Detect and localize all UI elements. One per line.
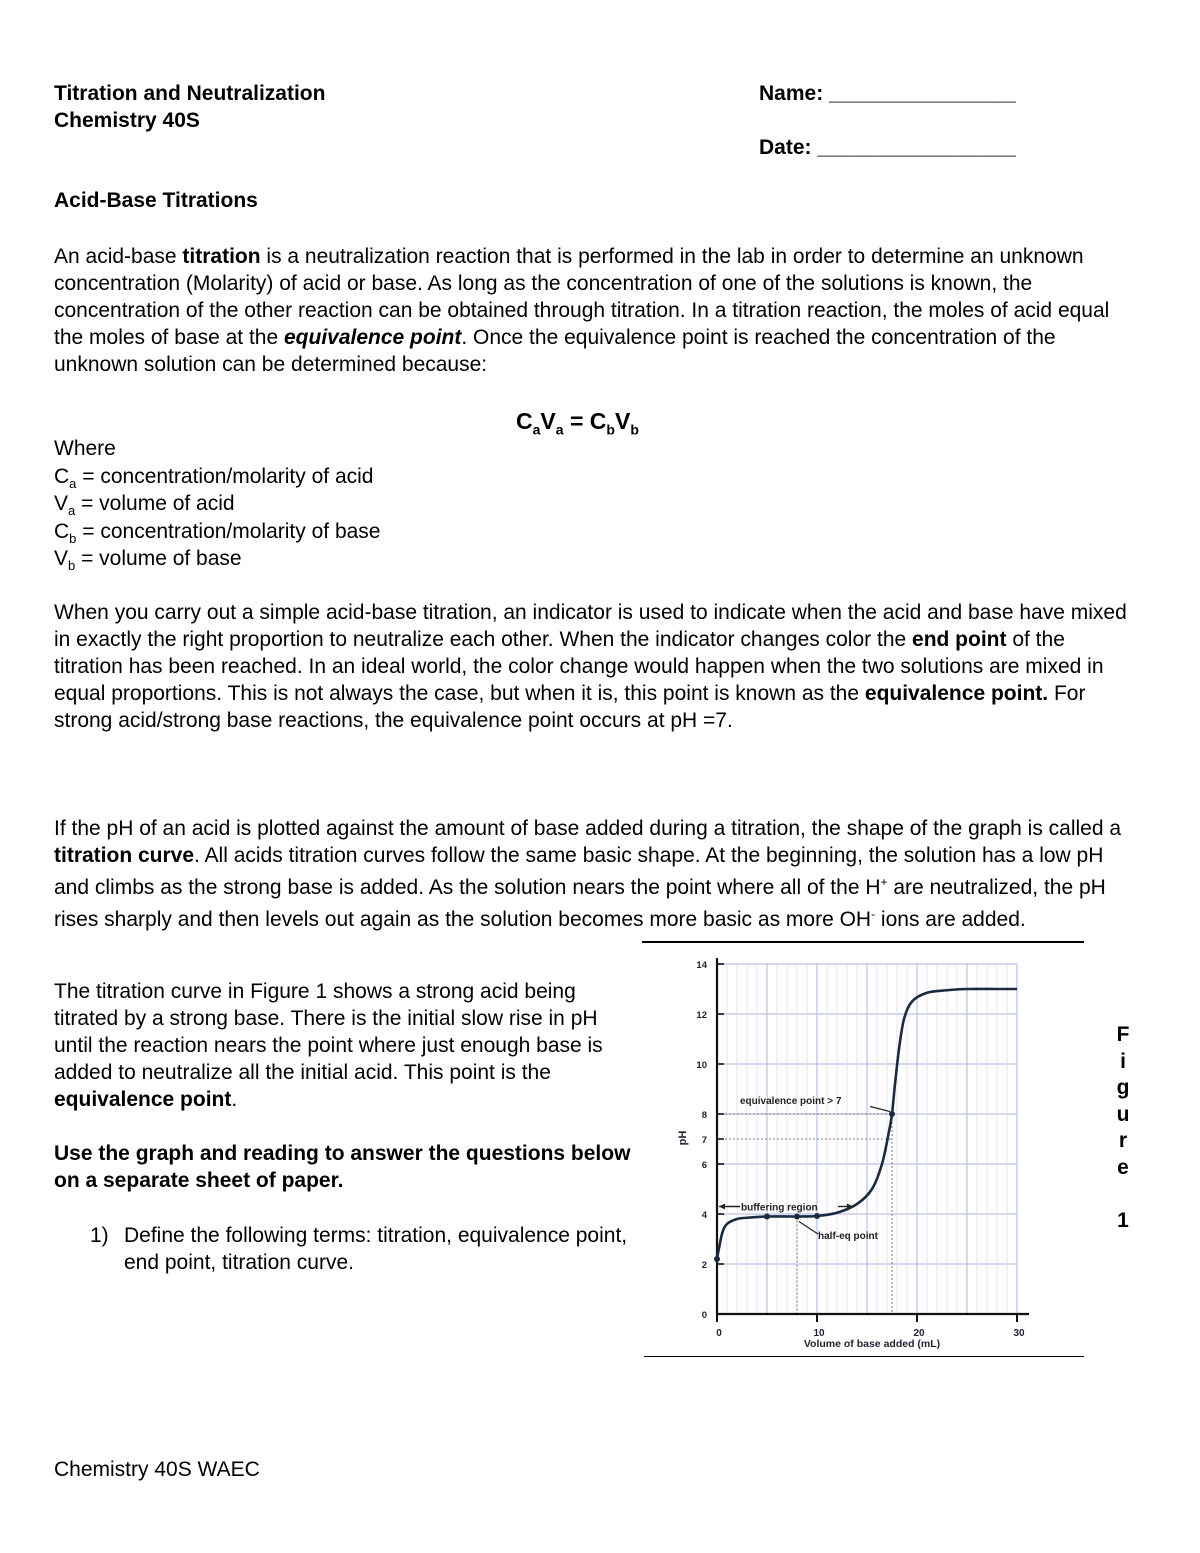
y-tick-label: 14 — [696, 960, 707, 971]
x-tick-label: 20 — [913, 1328, 925, 1339]
x-tick-label: 10 — [813, 1328, 825, 1339]
question-text: Define the following terms: titration, equivalence point, end point, titration curve. — [124, 1224, 628, 1274]
y-axis-label: pH — [677, 1130, 689, 1146]
data-point — [714, 1256, 720, 1262]
figure-label — [1113, 1022, 1133, 1234]
y-tick-label: 0 — [701, 1310, 707, 1321]
definition-ca: $C_a$ = concentration/molarity of acid — [54, 464, 374, 491]
data-point — [794, 1214, 800, 1220]
figure-description-paragraph: The titration curve in Figure 1 shows a strong acid being titrated by a strong base. There is the initial slow rise in pH until the reaction nears the point where just enough base is added to neutralize all the initial acid. This point is the equivalence point. — [54, 980, 603, 1111]
date-blank: _________________ — [817, 136, 1016, 159]
x-tick-label: 30 — [1013, 1328, 1025, 1339]
half-eq-pointer — [799, 1222, 818, 1235]
y-tick-label: 10 — [696, 1060, 707, 1071]
name-label: Name: — [759, 82, 824, 105]
figure-bottom-rule — [644, 1356, 1084, 1357]
figure-label-spacer — [1113, 1181, 1133, 1208]
data-point — [764, 1214, 770, 1220]
footer-text: Chemistry 40S WAEC — [54, 1458, 260, 1481]
name-field — [759, 82, 1016, 106]
endpoint-paragraph: When you carry out a simple acid-base titration, an indicator is used to indicate when the acid and base have mixed in exactly the right proportion to neutralize each other. When the indicator changes color the end point of the titration has been reached. In an ideal world, the color change would happen when the two solutions are mixed in equal proportions. This is not always the case, but when it is, this point is known as the equivalence point. For strong acid/strong base reactions, the equivalence point occurs at pH =7. — [54, 601, 1127, 732]
x-axis-label: Volume of base added (mL) — [803, 1338, 941, 1350]
date-field — [759, 136, 1016, 160]
figure-label-letter: r — [1118, 1129, 1128, 1152]
where-label: Where — [54, 437, 116, 460]
figure-top-rule — [642, 941, 1084, 943]
chart-axes — [717, 958, 1029, 1322]
y-tick-label: 7 — [701, 1135, 707, 1146]
buffering-arrowhead-left — [719, 1204, 725, 1210]
y-tick-label: 2 — [701, 1260, 707, 1271]
course-name: Chemistry 40S — [54, 109, 200, 132]
name-blank: ________________ — [829, 82, 1016, 105]
definition-va: $V_a$ = volume of acid — [54, 492, 235, 519]
question-1 — [90, 1222, 630, 1276]
definition-cb: $C_b$ = concentration/molarity of base — [54, 519, 381, 546]
figure-label-letter: g — [1116, 1076, 1130, 1099]
section-title: Acid-Base Titrations — [54, 189, 258, 212]
data-point — [889, 1111, 895, 1117]
y-tick-label: 12 — [696, 1010, 707, 1021]
figure-label-letter: F — [1116, 1023, 1130, 1046]
chart-annotations — [719, 1096, 890, 1242]
buffering-region-annotation: buffering region — [741, 1202, 818, 1214]
instruction-text: Use the graph and reading to answer the questions below on a separate sheet of paper. — [54, 1142, 631, 1192]
figure-label-letter: u — [1116, 1102, 1130, 1126]
intro-paragraph: An acid-base titration is a neutralization reaction that is performed in the lab in order to determine an unknown concentration (Molarity) of acid or base. As long as the concentration of one of the solutions is known, the concentration of the other reaction can be obtained through titration. In a titration reaction, the moles of acid equal the moles of base at the equivalence point. Once the equivalence point is reached the concentration of the unknown solution can be determined because: — [54, 245, 1110, 376]
x-tick-label: 0 — [716, 1328, 722, 1339]
y-tick-label: 4 — [701, 1210, 707, 1221]
question-number: 1) — [90, 1224, 109, 1247]
figure-label-letter: i — [1120, 1049, 1126, 1073]
y-tick-label: 6 — [701, 1160, 707, 1171]
chart-tick-labels — [696, 960, 1025, 1339]
variable-definitions — [54, 437, 381, 575]
figure-label-letter: e — [1117, 1155, 1129, 1179]
half-eq-point-annotation: half-eq point — [818, 1231, 878, 1242]
worksheet-title: Titration and Neutralization — [54, 82, 326, 105]
definition-vb: $V_b$ = volume of base — [54, 547, 242, 574]
figure-label-number: 1 — [1117, 1208, 1129, 1232]
equivalence-point-annotation: equivalence point > 7 — [740, 1096, 842, 1107]
y-tick-label: 8 — [701, 1110, 707, 1121]
date-label: Date: — [759, 136, 812, 159]
titration-curve-chart — [648, 948, 1068, 1350]
data-point — [814, 1213, 820, 1219]
titration-equation: $C_aV_a = C_bV_b$ — [516, 408, 639, 438]
titration-curve-paragraph: If the pH of an acid is plotted against the amount of base added during a titration, the shape of the graph is called a titration curve. All acids titration curves follow the same basic shape. At the beginning, the solution has a low pH and climbs as the strong base is added. As the solution nears the point where all of the H+ are neutralized, the pH rises sharply and then levels out again as the solution becomes more basic as more OH- ions are added. — [54, 817, 1122, 931]
